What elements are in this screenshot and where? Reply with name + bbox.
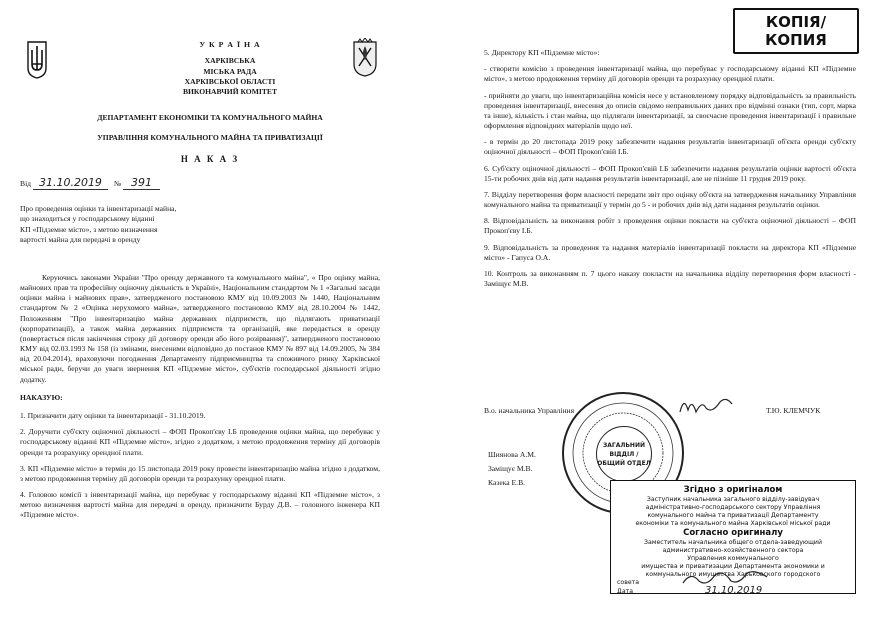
- contributor: Казека Е.В.: [488, 478, 526, 487]
- seal-text: ЗАГАЛЬНИЙ: [603, 441, 645, 449]
- handwritten-signature: [676, 394, 736, 418]
- signature-name: Т.Ю. КЛЕМЧУК: [766, 406, 821, 415]
- stamp-title-ru: Согласно оригиналу: [683, 528, 783, 538]
- header-committee: ВИКОНАВЧИЙ КОМІТЕТ: [182, 86, 278, 96]
- subject-line: вартості майна для передачі в оренду: [20, 234, 141, 244]
- contributor: Заміщує М.В.: [488, 464, 533, 473]
- doc-type-title: Н А К А З: [180, 154, 240, 165]
- order-item-1: 1. Призначити дату оцінки та інвентаризації - 31.10.2019.: [20, 411, 206, 420]
- order-item-3: 3. КП «Підземне місто» в термін до 15 листопада 2019 року провести інвентаризацію майна згідно з додатком, з метою продовження терміну дії договорів оренди та розрахунку орендної плати.: [20, 463, 380, 483]
- stamp-line: Заступник начальника загального відділу-завідувач: [646, 496, 820, 503]
- right-column: [484, 48, 856, 295]
- stamp-line: административно-хозяйственного сектора: [662, 547, 804, 554]
- order-heading: НАКАЗУЮ:: [20, 392, 63, 402]
- header-directorate: УПРАВЛІННЯ КОМУНАЛЬНОГО МАЙНА ТА ПРИВАТИЗАЦІЇ: [97, 133, 323, 143]
- order-item-4: 4. Головою комісії з інвентаризації майна, що перебуває у господарському віданні КП «Підземне місто», з метою визначення вартості майна для передачі в оренду, призначити Бурду Д.В. – головного інженера КП «Підземне місто».: [20, 490, 380, 520]
- subject-line: що знаходиться у господарському віданні: [20, 214, 155, 224]
- subject-line: КП «Підземне місто», з метою визначення: [20, 224, 158, 234]
- stamp-line: комунального майна та приватизації Департаменту: [647, 512, 819, 519]
- stamp-line: економіки та комунального майна Харківської міської ради: [635, 520, 831, 527]
- copy-stamp-line-2: КОПИЯ: [765, 31, 827, 49]
- contributors: [488, 448, 536, 490]
- stamp-line: Заместитель начальника общего отдела-заведующий: [644, 539, 822, 546]
- header-country: У К Р А Ї Н А: [199, 40, 261, 49]
- subject-line: Про проведення оцінки та інвентаризації майна,: [20, 204, 177, 214]
- order-item-10: 10. Контроль за виконанням п. 7 цього наказу покласти на начальника відділу перетворення форм власності - Заміщує М.В.: [484, 268, 856, 289]
- stamp-line: имущества и приватизации Департамента экономики и: [641, 563, 825, 570]
- stamp-line: адміністративно-господарського сектору Управління: [645, 504, 821, 511]
- contributor: Шиянова А.М.: [488, 450, 536, 459]
- order-date: 31.10.2019: [33, 176, 108, 190]
- order-item-9: 9. Відповідальність за проведення та надання матеріалів інвентаризації покласти на директора КП «Підземне місто» - Гапуса О.А.: [484, 242, 856, 262]
- header-council: МІСЬКА РАДА: [203, 66, 257, 76]
- order-item-5: 5. Директору КП «Підземне місто»:: [484, 48, 600, 57]
- header-city: ХАРКІВСЬКА: [204, 56, 256, 66]
- order-item-6: 6. Суб'єкту оціночної діяльності – ФОП Прокоп'євій І.Б забезпечити надання результатів оцінки вартості об'єкта 15-ти робочих днів від дати надання результатів інвентаризації, але не пізніше 11 грудня 2019 року.: [484, 163, 856, 183]
- order-item-5a: - створити комісію з проведення інвентаризації майна, що перебуває у господарському віданні КП «Підземне місто», з метою продовження терміну дії договорів оренди та розрахунку орендної плати.: [484, 64, 856, 84]
- number-label: №: [113, 178, 122, 188]
- preamble-paragraph: Керуючись законами України "Про оренду державного та комунального майна", « Про оцінку майна, майнових прав та професійну оціночну діяльність в Україні», Національним стандартом № 1 «Загальні засади оцінки майна і майнових прав», затвердженого постановою КМУ від 10.09.2003 № 1440, Національним стандартом № 2 «Оцінка нерухомого майна», затвердженого постановою КМУ від 28.10.2004 № 1442, Положенням "Про інвентаризацію майна державних підприємств, що підлягають приватизації (корпоратизації), а також майна державних підприємств та організацій, яке передається в оренду (повертається після закінчення строку дії договору оренди або його розірвання)", затвердженого постановою КМУ від 02.03.1993 № 158 (із змінами, внесеними відповідно до постанов КМУ № 897 від 14.09.2005, № 384 від 20.04.2014), враховуючи погодження Департаменту підприємництва та споживчого ринку Харківської міської ради, беручи до уваги звернення КП «Підземне місто», суб'єктів господарської діяльності згідно додатку.: [20, 272, 380, 384]
- order-date-line: [20, 176, 380, 191]
- order-item-7: 7. Відділу перетворення форм власності передати звіт про оцінку об'єкта на затвердження начальнику Управління комунального майна та приватизації у термін до 5 - и робочих днів від дати надання результатів оцінки.: [484, 189, 856, 210]
- order-number: 391: [123, 176, 160, 190]
- stamp-date: 31.10.2019: [705, 585, 763, 596]
- header-department: ДЕПАРТАМЕНТ ЕКОНОМІКИ ТА КОМУНАЛЬНОГО МАЙНА: [97, 113, 323, 123]
- signature-position: В.о. начальника Управління: [484, 406, 575, 415]
- stamp-line: Управления коммунального: [687, 555, 779, 562]
- stamp-signature: [681, 567, 771, 589]
- stamp-date-label: Дата: [617, 588, 634, 595]
- date-label: Від: [20, 178, 32, 188]
- stamp-line: совета: [617, 579, 640, 586]
- stamp-line: коммунального имущества Харьковского городского: [645, 571, 821, 578]
- order-item-8: 8. Відповідальність за виконання робіт з проведення оцінки покласти на суб'єкта оціночної діяльності – ФОП Прокоп'єву І.Б.: [484, 216, 856, 236]
- true-copy-stamp: [610, 480, 856, 594]
- copy-stamp-line-1: КОПІЯ/: [765, 13, 827, 31]
- round-seal-center: [596, 426, 652, 482]
- order-item-5c: - в термін до 20 листопада 2019 року забезпечити надання результатів інвентаризації об'єкта оренди суб'єкту оціночної діяльності – ФОП Прокоп'євій І.Б.: [484, 137, 856, 157]
- order-item-2: 2. Доручити суб'єкту оціночної діяльності – ФОП Прокоп'єву І.Б проведення оцінки майна, що перебуває у господарському віданні КП «Підземне місто», згідно з додатком, з метою продовження терміну дії договорів оренди та розрахунку орендної плати.: [20, 427, 380, 457]
- order-subject: [20, 204, 380, 245]
- stamp-title-ua: Згідно з оригіналом: [683, 485, 783, 495]
- order-item-5b: - прийняти до уваги, що інвентаризаційна комісія несе у встановленому порядку відповідальність за правильність проведення інвентаризації, внесення до описів свідомо неправильних даних про відмінні ознаки (тип, сорт, марка та інше), кількість і стан майна, що підлягали інвентаризації, за своєчасне проведення інвентаризації і правильне оформлення відповідних матеріалів щодо неї.: [484, 90, 856, 131]
- left-column: [20, 20, 380, 527]
- seal-text: ВІДДІЛ /: [609, 450, 639, 458]
- seal-text: ОБЩИЙ ОТДЕЛ: [597, 459, 651, 467]
- header-oblast: ХАРКІВСЬКОЇ ОБЛАСТІ: [184, 76, 276, 86]
